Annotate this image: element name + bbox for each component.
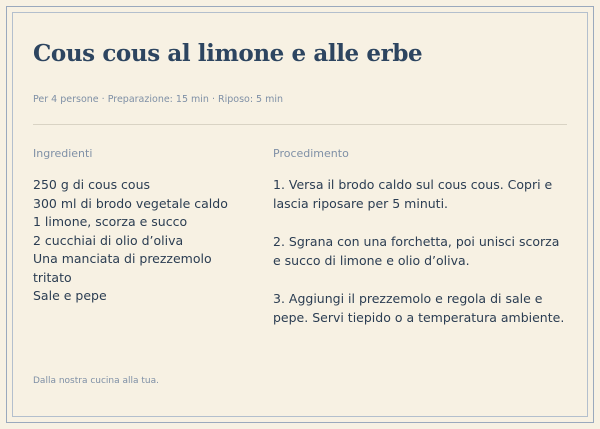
ingredient-item: 250 g di cous cous <box>33 177 151 192</box>
ingredients-heading: Ingredienti <box>33 147 93 160</box>
recipe-meta: Per 4 persone · Preparazione: 15 min · Riposo: 5 min <box>33 94 284 105</box>
step-item: 2. Sgrana con una forchetta, poi unisci scorza e succo di limone e olio d’oliva. <box>273 234 560 268</box>
step-item: 3. Aggiungi il prezzemolo e regola di sale e pepe. Servi tiepido o a temperatura ambiente. <box>273 291 565 325</box>
steps-heading: Procedimento <box>273 147 349 160</box>
ingredient-item: Una manciata di prezzemolo tritato <box>33 251 212 285</box>
divider <box>33 124 567 125</box>
step-item: 1. Versa il brodo caldo sul cous cous. Copri e lascia riposare per 5 minuti. <box>273 177 553 211</box>
ingredient-item: 2 cucchiai di olio d’oliva <box>33 232 184 248</box>
recipe-title: Cous cous al limone e alle erbe <box>33 40 423 67</box>
ingredient-item: 300 ml di brodo vegetale caldo <box>33 195 228 211</box>
steps-list <box>273 176 571 347</box>
ingredient-item: 1 limone, scorza e succo <box>33 214 188 229</box>
ingredient-item: Sale e pepe <box>33 288 107 303</box>
footer-note: Dalla nostra cucina alla tua. <box>33 376 160 386</box>
ingredients-list <box>33 176 248 306</box>
